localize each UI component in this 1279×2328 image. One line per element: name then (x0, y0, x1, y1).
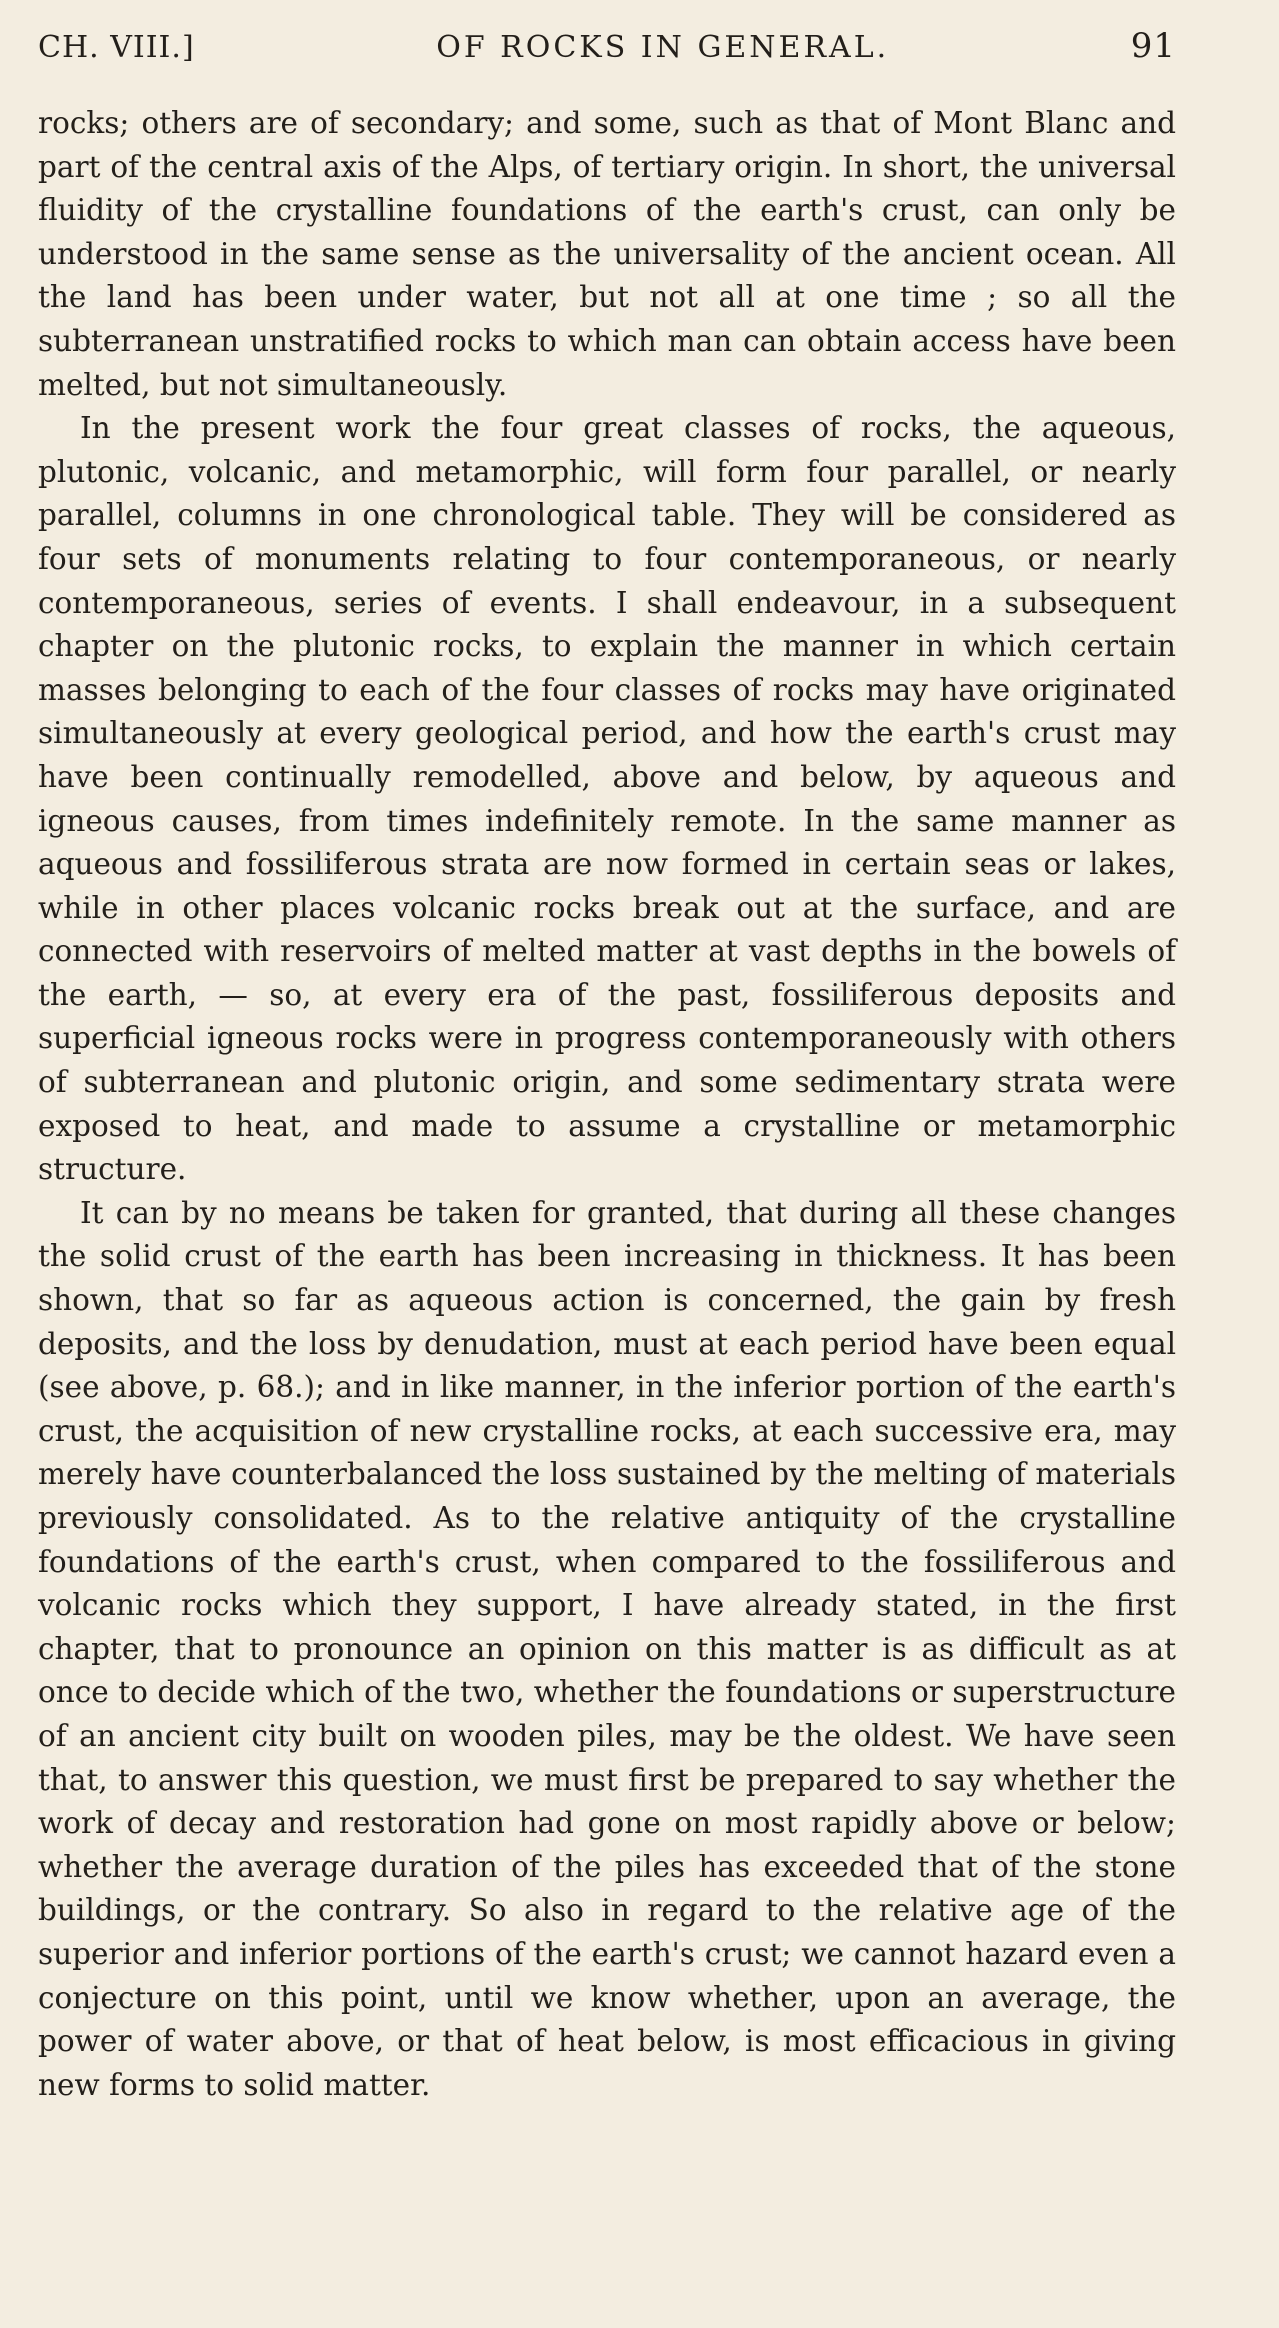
paragraph-crust-thickness: It can by no means be taken for granted, that during all these changes the solid crust of the earth has been increasing in thickness. It has been shown, that so far as aqueous action is concerned, the gain by fresh deposits, and the loss by denudation, must at each period have been equal (see above, p. 68.); and in like manner, in the inferior portion of the earth's crust, the acquisition of new crystalline rocks, at each successive era, may merely have counterbalanced the loss sustained by the melting of materials previously consolidated. As to the relative antiquity of the crystalline foundations of the earth's crust, when compared to the fossiliferous and volcanic rocks which they support, I have already stated, in the first chapter, that to pronounce an opinion on this matter is as difficult as at once to decide which of the two, whether the foundations or superstructure of an ancient city built on wooden piles, may be the oldest. We have seen that, to answer this question, we must first be prepared to say whether the work of decay and restoration had gone on most rapidly above or below; whether the average duration of the piles has exceeded that of the stone buildings, or the contrary. So also in regard to the relative age of the superior and inferior portions of the earth's crust; we cannot hazard even a conjecture on this point, until we know whether, upon an average, the power of water above, or that of heat below, is most efficacious in giving new forms to solid matter. (38, 1195, 1176, 2102)
chapter-label: CH. VIII.] (38, 30, 195, 65)
paragraph-continuation: rocks; others are of secondary; and some, such as that of Mont Blanc and part of the central axis of the Alps, of tertiary origin. In short, the universal fluidity of the crystalline foundations of the earth's crust, can only be understood in the same sense as the universality of the ancient ocean. All the land has been under water, but not all at one time ; so all the subterranean unstratified rocks to which man can obtain access have been melted, but not simultaneously. (38, 106, 1176, 402)
paragraph-four-classes: In the present work the four great classes of rocks, the aqueous, plutonic, volcanic, and metamorphic, will form four parallel, or nearly parallel, columns in one chronological table. They will be considered as four sets of monuments relating to four contemporaneous, or nearly contemporaneous, series of events. I shall endeavour, in a subsequent chapter on the plutonic rocks, to explain the manner in which certain masses belonging to each of the four classes of rocks may have originated simultaneously at every geological period, and how the earth's crust may have been continually remodelled, above and below, by aqueous and igneous causes, from times indefinitely remote. In the same manner as aqueous and fossiliferous strata are now formed in certain seas or lakes, while in other places volcanic rocks break out at the surface, and are connected with reservoirs of melted matter at vast depths in the bowels of the earth, — so, at every era of the past, fossiliferous deposits and superficial igneous rocks were in progress contemporaneously with others of subterranean and plutonic origin, and some sedimentary strata were exposed to heat, and made to assume a crystalline or metamorphic structure. (38, 411, 1176, 1187)
page-number: 91 (1130, 26, 1176, 66)
running-title: OF ROCKS IN GENERAL. (436, 30, 890, 65)
book-page (38, 26, 1176, 2107)
running-head (38, 26, 1176, 74)
body-text (38, 102, 1176, 2107)
